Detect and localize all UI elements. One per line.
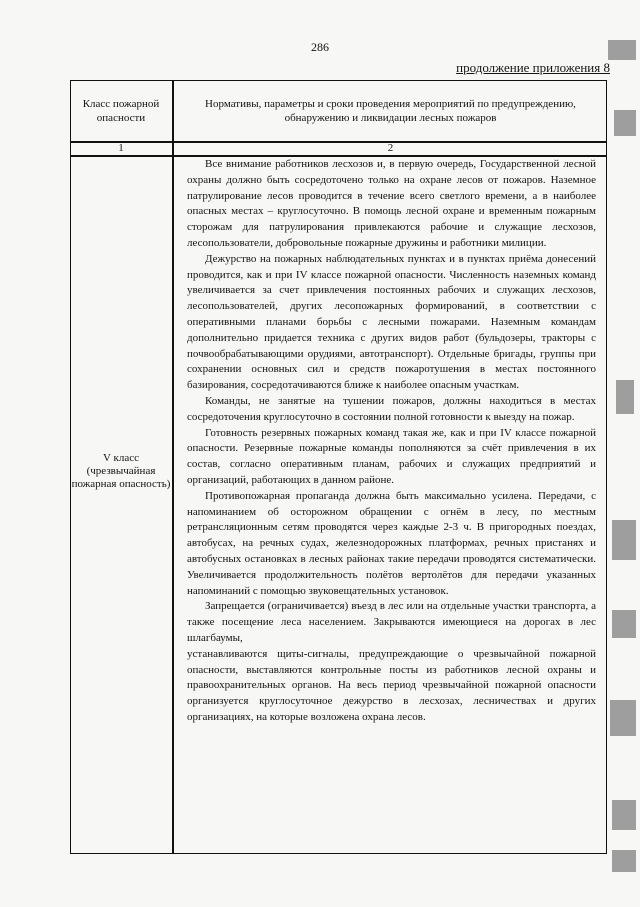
- scan-artifact: [612, 850, 636, 872]
- column-number-1: 1: [118, 142, 124, 154]
- paragraph: Команды, не занятые на тушении пожаров, должны находиться в местах сосредоточения круглосуточно в состоянии полной готовности к выезду на пожар.: [187, 394, 596, 423]
- paragraph: Все внимание работников лесхозов и, в первую очередь, Государственной лесной охраны должно быть сосредоточено только на охране лесов от пожаров. Наземное патрулирование лесов проводится в течение всего светлого времени, а в наиболее опасных местах – круглосуточно. В помощь лесной охране и временным пожарным сторожам для патрулирования привлекаются рабочие и служащие лесхозов, лесопользователи, добровольные пожарные дружины и работники милиции.: [187, 158, 596, 249]
- paragraph: Запрещается (ограничивается) въезд в лес или на отдельные участки транспорта, а также посещение леса населением. Закрываются имеющиеся на дорогах в лес шлагбаумы,: [187, 600, 596, 644]
- header-class: Класс пожарной опасности: [82, 97, 160, 124]
- paragraph: Дежурство на пожарных наблюдательных пунктах и в пунктах приёма донесений проводится, как и при IV классе пожарной опасности. Численность наземных команд увеличивается за счет привлечения постоянных рабочих и служащих лесхозов, лесопользователей, других лесопожарных формирований, в соответствии с оперативными планами борьбы с лесными пожарами. Наземным командам дополнительно придается техника с других видов работ (бульдозеры, тракторы с почвообрабатывающими орудиями, автотранспорт). Отдельные бригады, группы при сохранении основных сил и средств пожаротушения в местах постоянного базирования, сосредотачиваются ближе к наиболее опасным участкам.: [187, 252, 596, 392]
- scan-artifact: [616, 380, 634, 414]
- measures-text: [187, 157, 596, 726]
- scan-artifact: [612, 800, 636, 830]
- fire-class-label: V класс (чрезвычайная пожарная опасность): [71, 452, 171, 490]
- scan-artifact: [612, 610, 636, 638]
- paragraph: Противопожарная пропаганда должна быть максимально усилена. Передачи, с напоминанием об осторожном обращении с огнём в лесу, по местным ретрансляционным сетям проводятся через каждые 2-3 ч. В пригородных поездах, автобусах, на речных судах, железнодорожных платформах, речных пристанях и автобусных остановках в лесных районах такие передачи проводятся систематически. Увеличивается продолжительность полётов вертолётов для передачи указанных напоминаний с помощью звуковещательных установок.: [187, 489, 596, 597]
- header-measures: Нормативы, параметры и сроки проведения мероприятий по предупреждению, обнаружению и ликвидации лесных пожаров: [205, 97, 576, 124]
- continuation-note: продолжение приложения 8: [456, 60, 610, 75]
- scan-artifact: [612, 520, 636, 560]
- column-number-2: 2: [387, 142, 394, 154]
- scan-artifact: [610, 700, 636, 736]
- page-number: 286: [311, 40, 329, 54]
- paragraph: устанавливаются щиты-сигналы, предупреждающие о чрезвычайной пожарной опасности, выставляются контрольные посты из работников лесной охраны и правоохранительных органов. На весь период чрезвычайной пожарной опасности организуется круглосуточное дежурство в лесхозах, лесничествах и других организациях, на которые возложена охрана лесов.: [187, 647, 596, 723]
- column-divider: [172, 80, 174, 854]
- paragraph: Готовность резервных пожарных команд такая же, как и при IV классе пожарной опасности. Резервные пожарные команды пополняются за счёт привлечения в их состав, согласно оперативным планам, рабочих и служащих предприятий и организаций, работающих в данном районе.: [187, 426, 596, 486]
- scan-artifact: [614, 110, 636, 136]
- scan-artifact: [608, 40, 636, 60]
